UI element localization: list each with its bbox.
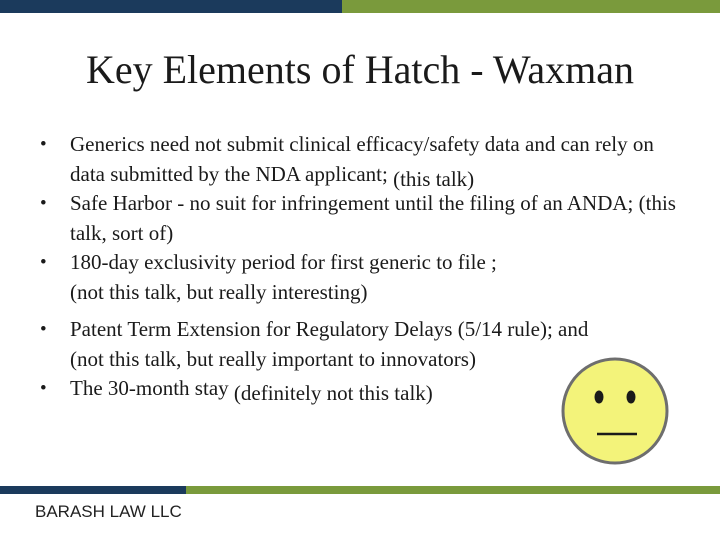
bullet-aside: (this talk) <box>393 166 475 191</box>
bullet-aside: (this talk, sort of) <box>70 191 676 245</box>
bullet-item-exclusivity <box>40 248 680 307</box>
bullet-glyph: • <box>40 319 47 340</box>
bullet-text: Patent Term Extension for Regulatory Delays (5/14 rule); and <box>70 317 589 341</box>
bullet-text: Generics need not submit clinical efficacy/safety data and can rely on data submitted by the NDA applicant; <box>70 132 654 186</box>
bullet-glyph: • <box>40 134 47 155</box>
bullet-item-safe-harbor <box>40 189 680 248</box>
slide-title: Key Elements of Hatch - Waxman <box>85 47 635 92</box>
bullet-text: 180-day exclusivity period for first generic to file ; <box>70 250 497 274</box>
top-bar-green <box>342 0 720 13</box>
bottom-bar-blue <box>0 486 186 494</box>
bullet-glyph: • <box>40 252 47 273</box>
bottom-bar-green <box>186 486 720 494</box>
footer-firm-name: BARASH LAW LLC <box>35 502 182 521</box>
bullet-aside: (definitely not this talk) <box>233 381 433 405</box>
neutral-face-icon <box>561 357 669 465</box>
bullet-text: Safe Harbor - no suit for infringement until the filing of an ANDA; <box>70 191 634 215</box>
bullet-glyph: • <box>40 193 47 214</box>
top-bar-blue <box>0 0 342 13</box>
bullet-text: The 30-month stay <box>70 376 229 400</box>
bullet-aside: (not this talk, but really interesting) <box>70 279 368 304</box>
bullet-item-generics <box>40 130 680 189</box>
bullet-glyph: • <box>40 378 47 399</box>
bullet-aside: (not this talk, but really important to innovators) <box>70 346 476 371</box>
